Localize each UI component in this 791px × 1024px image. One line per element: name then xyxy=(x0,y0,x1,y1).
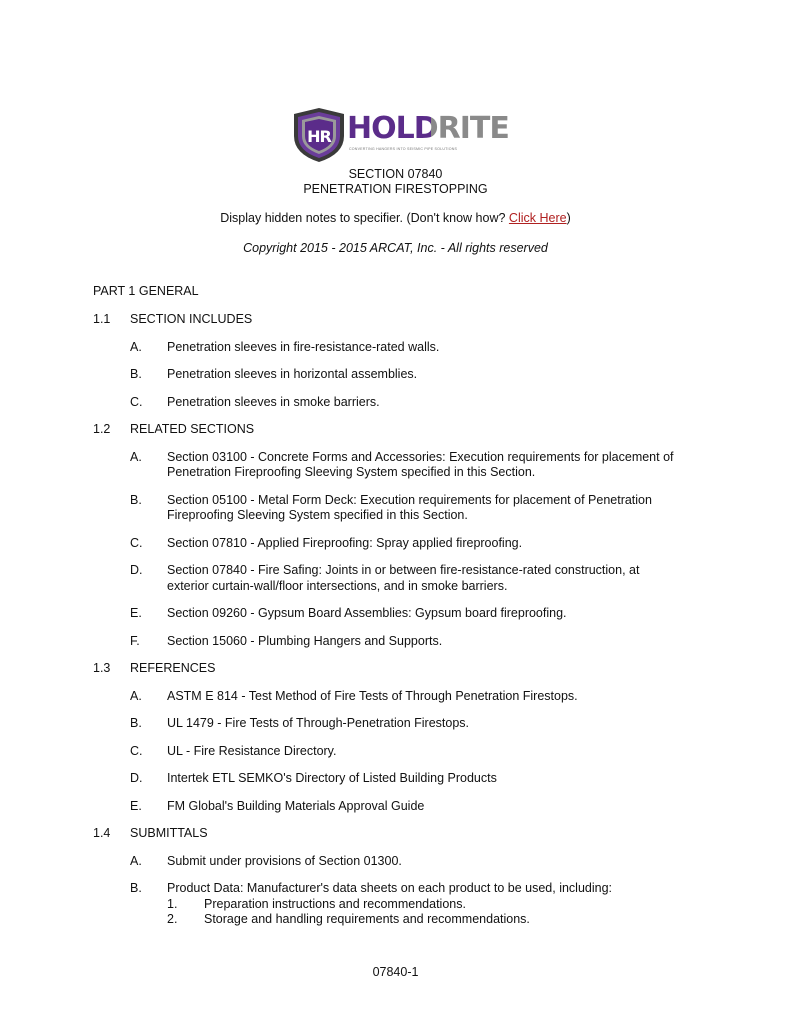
list-item-letter: A. xyxy=(130,339,142,354)
click-here-link[interactable]: Click Here xyxy=(508,211,567,225)
section-number: 1.2 xyxy=(93,422,111,436)
section-number: 1.1 xyxy=(93,312,111,326)
list-item-letter: A. xyxy=(130,449,142,464)
section-heading: SECTION INCLUDES xyxy=(130,312,253,326)
copyright-notice: Copyright 2015 - 2015 ARCAT, Inc. - All rights reserved xyxy=(243,241,548,255)
logo-wordmark-text: HOLDRITE xyxy=(347,111,509,146)
list-item-letter: C. xyxy=(130,743,143,758)
hidden-notes-line xyxy=(0,211,791,225)
logo-wordmark xyxy=(347,112,509,146)
list-item-text: Intertek ETL SEMKO's Directory of Listed Building Products xyxy=(167,771,497,785)
list-item-text: Product Data: Manufacturer's data sheets on each product to be used, including: xyxy=(167,881,613,895)
hidden-notes-close: ) xyxy=(566,211,571,225)
list-item-text: Penetration sleeves in horizontal assemblies. xyxy=(167,367,418,381)
list-item-text: Section 03100 - Concrete Forms and Accessories: Execution requirements for placement of xyxy=(167,449,674,464)
section-heading: RELATED SECTIONS xyxy=(130,422,255,436)
list-item-text: FM Global's Building Materials Approval Guide xyxy=(167,798,425,813)
list-item-letter: A. xyxy=(130,688,142,703)
list-item-text: Fireproofing Sleeving System specified in this Section. xyxy=(167,508,468,522)
list-item-text: Submit under provisions of Section 01300. xyxy=(167,853,402,868)
list-item-text: Section 09260 - Gypsum Board Assemblies: Gypsum board fireproofing. xyxy=(167,606,567,620)
holdrite-logo xyxy=(291,106,509,164)
list-item-text: ASTM E 814 - Test Method of Fire Tests of Through Penetration Firestops. xyxy=(167,688,578,703)
part-heading: PART 1 GENERAL xyxy=(93,284,199,298)
list-item-letter: B. xyxy=(130,716,142,730)
section-number: SECTION 07840 xyxy=(348,167,443,181)
sub-item-number: 2. xyxy=(167,912,178,926)
sub-item-text: Storage and handling requirements and recommendations. xyxy=(204,912,530,926)
list-item-letter: C. xyxy=(130,394,143,409)
list-item-text: UL - Fire Resistance Directory. xyxy=(167,743,337,758)
hidden-notes-text: Display hidden notes to specifier. (Don't know how? xyxy=(220,211,506,225)
list-item-text: Section 15060 - Plumbing Hangers and Supports. xyxy=(167,633,443,648)
section-number: 1.4 xyxy=(93,826,111,840)
sub-item-number: 1. xyxy=(167,896,178,911)
list-item-letter: D. xyxy=(130,563,143,577)
logo-tagline: CONVERTING HANGERS INTO SEISMIC PIPE SOLUTIONS xyxy=(349,147,458,151)
list-item-text: Penetration Fireproofing Sleeving System specified in this Section. xyxy=(167,465,536,479)
list-item-text: Penetration sleeves in smoke barriers. xyxy=(167,394,380,409)
page-number: 07840-1 xyxy=(372,965,419,979)
list-item-text: UL 1479 - Fire Tests of Through-Penetration Firestops. xyxy=(167,716,470,730)
section-heading: REFERENCES xyxy=(130,661,216,675)
list-item-letter: E. xyxy=(130,798,142,813)
sub-item-text: Preparation instructions and recommendations. xyxy=(204,896,466,911)
list-item-letter: A. xyxy=(130,853,142,868)
list-item-letter: E. xyxy=(130,606,142,620)
list-item-letter: B. xyxy=(130,492,142,507)
list-item-text: exterior curtain-wall/floor intersections, and in smoke barriers. xyxy=(167,578,508,593)
list-item-letter: F. xyxy=(130,633,140,648)
list-item-letter: B. xyxy=(130,881,142,895)
list-item-letter: C. xyxy=(130,535,143,550)
list-item-letter: B. xyxy=(130,367,142,381)
list-item-letter: D. xyxy=(130,771,143,785)
list-item-text: Section 05100 - Metal Form Deck: Execution requirements for placement of Penetration xyxy=(167,492,652,507)
list-item-text: Penetration sleeves in fire-resistance-rated walls. xyxy=(167,339,440,354)
list-item-text: Section 07810 - Applied Fireproofing: Spray applied fireproofing. xyxy=(167,535,523,550)
svg-text:HR: HR xyxy=(307,127,331,146)
section-number: 1.3 xyxy=(93,661,111,675)
list-item-text: Section 07840 - Fire Safing: Joints in or between fire-resistance-rated construction, at xyxy=(167,563,640,577)
section-title: PENETRATION FIRESTOPPING xyxy=(303,182,488,196)
section-heading: SUBMITTALS xyxy=(130,826,208,840)
